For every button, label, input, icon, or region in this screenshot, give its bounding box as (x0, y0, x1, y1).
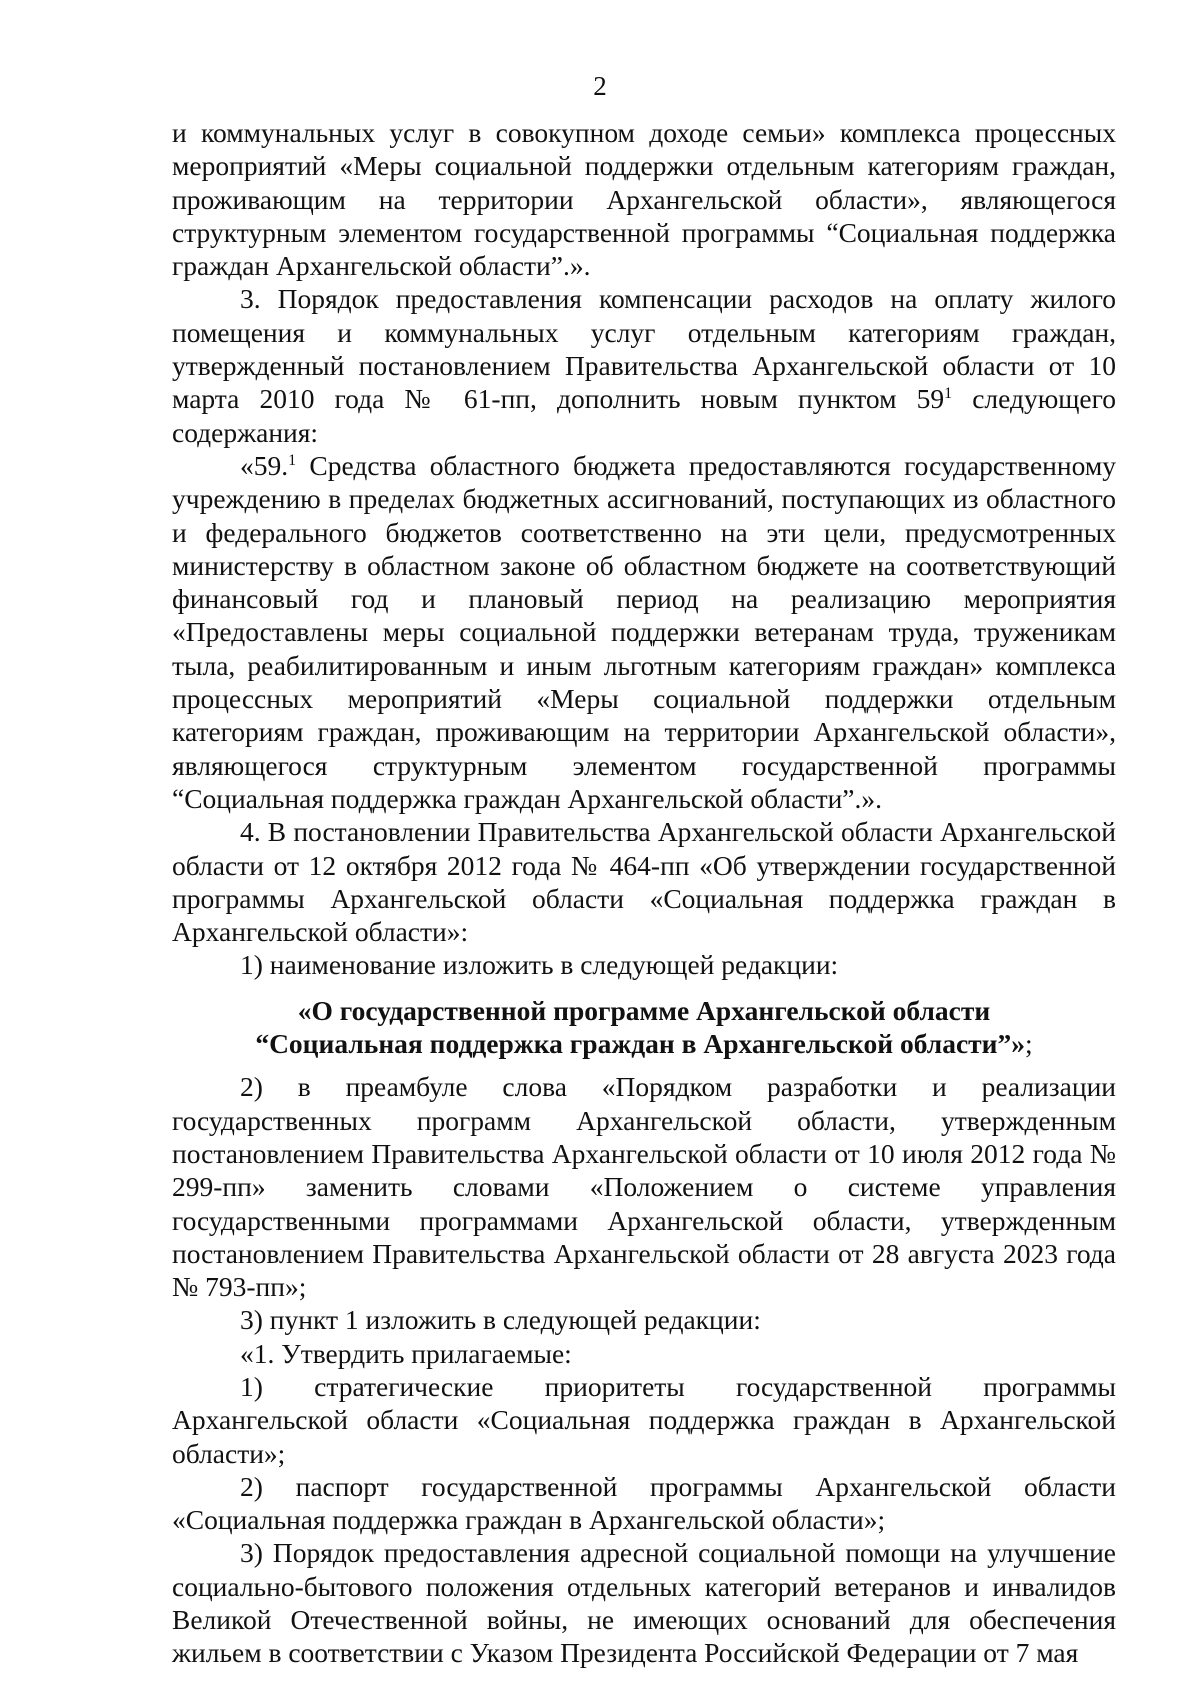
heading-line-2-text: “Социальная поддержка граждан в Архангельской области”» (255, 1028, 1026, 1060)
heading-line-2 (172, 1027, 1116, 1060)
heading-line-1: «О государственной программе Архангельской области (297, 994, 991, 1026)
paragraph-text: 3. Порядок предоставления компенсации расходов на оплату жилого помещения и коммунальных услуг отдельным категориям граждан, утвержденный постановлением Правительства Архангельской области от 10 марта 2010 года № 61-пп, дополнить новым пунктом 59 (172, 283, 1116, 415)
paragraph-clause-59-1 (172, 449, 1116, 815)
paragraph-text: «59. (240, 449, 289, 481)
paragraph-item-4: 4. В постановлении Правительства Архангельской области Архангельской области от 12 октября 2012 года № 464-пп «Об утверждении государственной программы Архангельской области «Социальная поддержка граждан в Архангельской области»: (172, 816, 1116, 948)
program-title-heading (172, 994, 1116, 1061)
paragraph-approve-item-1: 1) стратегические приоритеты государственной программы Архангельской области «Социальная поддержка граждан в Архангельской области»; (172, 1370, 1116, 1469)
paragraph-text: Средства областного бюджета предоставляются государственному учреждению в пределах бюджетных ассигнований, поступающих из областного и федерального бюджетов соответственно на эти цели, предусмотренных министерству в областном законе об областном бюджете на соответствующий финансовый год и плановый период на реализацию мероприятия «Предоставлены меры социальной поддержки ветеранам труда, труженикам тыла, реабилитированным и иным льготным категориям граждан» комплекса процессных мероприятий «Меры социальной поддержки отдельным категориям граждан, проживающим на территории Архангельской области», являющегося структурным элементом государственной программы “Социальная поддержка граждан Архангельской области”.». (172, 449, 1116, 814)
paragraph-approve-item-3: 3) Порядок предоставления адресной социальной помощи на улучшение социально-бытового положения отдельных категорий ветеранов и инвалидов Великой Отечественной войны, не имеющих оснований для обеспечения жильем в соответствии с Указом Президента Российской Федерации от 7 мая (172, 1537, 1116, 1669)
paragraph-text: следующего содержания: (172, 383, 1116, 448)
paragraph-approve: «1. Утвердить прилагаемые: (240, 1337, 572, 1369)
paragraph-subitem-2: 2) в преамбуле слова «Порядком разработки и реализации государственных программ Архангельской области, утвержденным постановлением Правительства Архангельской области от 10 июля 2012 года № 299-пп» заменить словами «Положением о системе управления государственными программами Архангельской области, утвержденным постановлением Правительства Архангельской области от 28 августа 2023 года № 793-пп»; (172, 1071, 1116, 1303)
superscript: 1 (944, 385, 953, 403)
paragraph-continuation: и коммунальных услуг в совокупном доходе семьи» комплекса процессных мероприятий «Меры социальной поддержки отдельным категориям граждан, проживающим на территории Архангельской области», являющегося структурным элементом государственной программы “Социальная поддержка граждан Архангельской области”.». (172, 117, 1116, 282)
superscript: 1 (288, 451, 297, 469)
paragraph-approve-item-2: 2) паспорт государственной программы Архангельской области «Социальная поддержка граждан в Архангельской области»; (172, 1470, 1116, 1536)
paragraph-subitem-1: 1) наименование изложить в следующей редакции: (240, 949, 839, 981)
heading-tail: ; (1025, 1028, 1033, 1060)
page-number: 2 (593, 71, 607, 101)
document-body (172, 116, 1116, 1670)
paragraph-item-3 (172, 282, 1116, 448)
paragraph-subitem-3: 3) пункт 1 изложить в следующей редакции: (240, 1304, 761, 1336)
